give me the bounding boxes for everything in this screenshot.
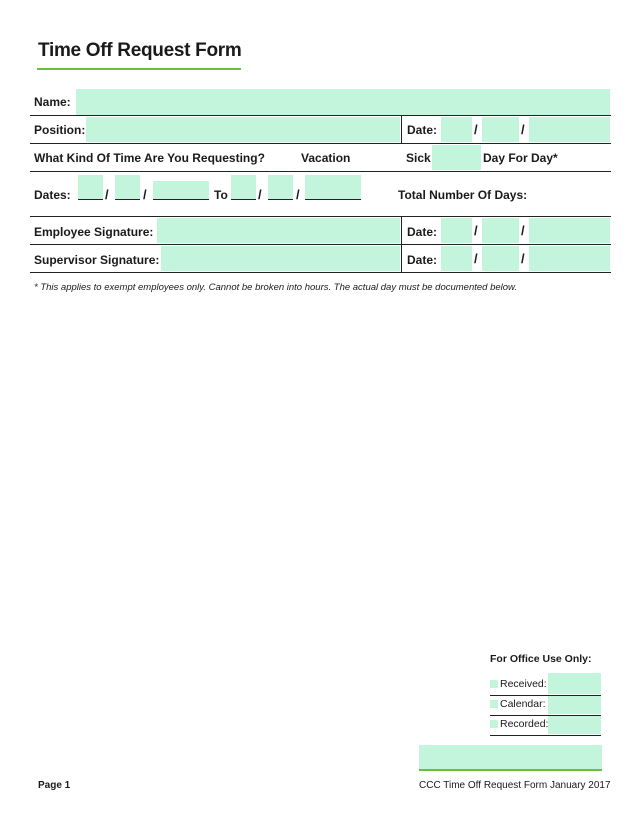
row-divider <box>30 115 611 116</box>
date-label: Date: <box>407 123 438 137</box>
row-divider <box>30 272 611 273</box>
row-divider <box>30 244 611 245</box>
date-separator: / <box>105 187 109 202</box>
received-label: Received: <box>500 678 547 690</box>
supervisor-date-month-field[interactable] <box>441 246 472 271</box>
recorded-label: Recorded: <box>500 718 549 730</box>
end-day-underline <box>268 199 293 200</box>
start-month-field[interactable] <box>78 175 103 199</box>
sick-option-label: Sick <box>406 151 431 165</box>
date-separator: / <box>521 122 525 137</box>
position-label: Position: <box>34 123 86 137</box>
row-divider <box>30 171 611 172</box>
employee-date-day-field[interactable] <box>482 218 519 243</box>
name-field[interactable] <box>76 89 610 115</box>
date-label: Date: <box>407 253 438 267</box>
position-date-year-field[interactable] <box>529 117 610 142</box>
employee-signature-label: Employee Signature: <box>34 225 154 239</box>
supervisor-date-year-field[interactable] <box>529 246 610 271</box>
row-divider <box>30 216 611 217</box>
end-month-underline <box>231 199 256 200</box>
date-separator: / <box>258 187 262 202</box>
date-separator: / <box>474 122 478 137</box>
recorded-checkbox[interactable] <box>490 720 498 728</box>
end-year-field[interactable] <box>305 175 361 199</box>
position-field[interactable] <box>86 117 400 142</box>
end-month-field[interactable] <box>231 175 256 199</box>
supervisor-signature-label: Supervisor Signature: <box>34 253 160 267</box>
start-year-underline <box>153 199 209 200</box>
sick-option-field[interactable] <box>432 145 481 170</box>
recorded-field[interactable] <box>548 716 601 734</box>
employee-date-month-field[interactable] <box>441 218 472 243</box>
calendar-checkbox[interactable] <box>490 700 498 708</box>
total-days-label: Total Number Of Days: <box>398 188 528 202</box>
vacation-option-label: Vacation <box>301 151 351 165</box>
date-label: Date: <box>407 225 438 239</box>
page-number: Page 1 <box>38 780 71 791</box>
supervisor-signature-field[interactable] <box>161 246 400 271</box>
name-label: Name: <box>34 95 71 109</box>
date-separator: / <box>474 251 478 266</box>
dates-label: Dates: <box>34 188 71 202</box>
employee-signature-field[interactable] <box>157 218 400 243</box>
start-month-underline <box>78 199 103 200</box>
date-separator: / <box>296 187 300 202</box>
calendar-label: Calendar: <box>500 698 546 710</box>
column-divider <box>401 115 402 143</box>
office-use-title: For Office Use Only: <box>490 653 592 665</box>
form-identifier: CCC Time Off Request Form January 2017 <box>419 780 611 791</box>
end-day-field[interactable] <box>268 175 293 199</box>
day-for-day-option-label: Day For Day* <box>483 151 558 165</box>
office-row-divider <box>490 735 601 736</box>
date-separator: / <box>521 223 525 238</box>
to-label: To <box>214 188 228 202</box>
start-year-field[interactable] <box>153 181 209 199</box>
row-divider <box>30 143 611 144</box>
start-day-underline <box>115 199 140 200</box>
date-separator: / <box>521 251 525 266</box>
received-field[interactable] <box>548 673 601 694</box>
employee-date-year-field[interactable] <box>529 218 610 243</box>
calendar-field[interactable] <box>548 696 601 714</box>
page-title: Time Off Request Form <box>38 40 242 61</box>
time-kind-label: What Kind Of Time Are You Requesting? <box>34 151 265 165</box>
title-underline <box>37 68 241 70</box>
end-year-underline <box>305 199 361 200</box>
position-date-month-field[interactable] <box>441 117 472 142</box>
date-separator: / <box>143 187 147 202</box>
received-checkbox[interactable] <box>490 680 498 688</box>
footnote: * This applies to exempt employees only. Cannot be broken into hours. The actual day must be documented below. <box>34 282 518 293</box>
date-separator: / <box>474 223 478 238</box>
office-use-notes-field[interactable] <box>419 745 602 769</box>
start-day-field[interactable] <box>115 175 140 199</box>
supervisor-date-day-field[interactable] <box>482 246 519 271</box>
position-date-day-field[interactable] <box>482 117 519 142</box>
footer-accent-rule <box>419 769 602 771</box>
